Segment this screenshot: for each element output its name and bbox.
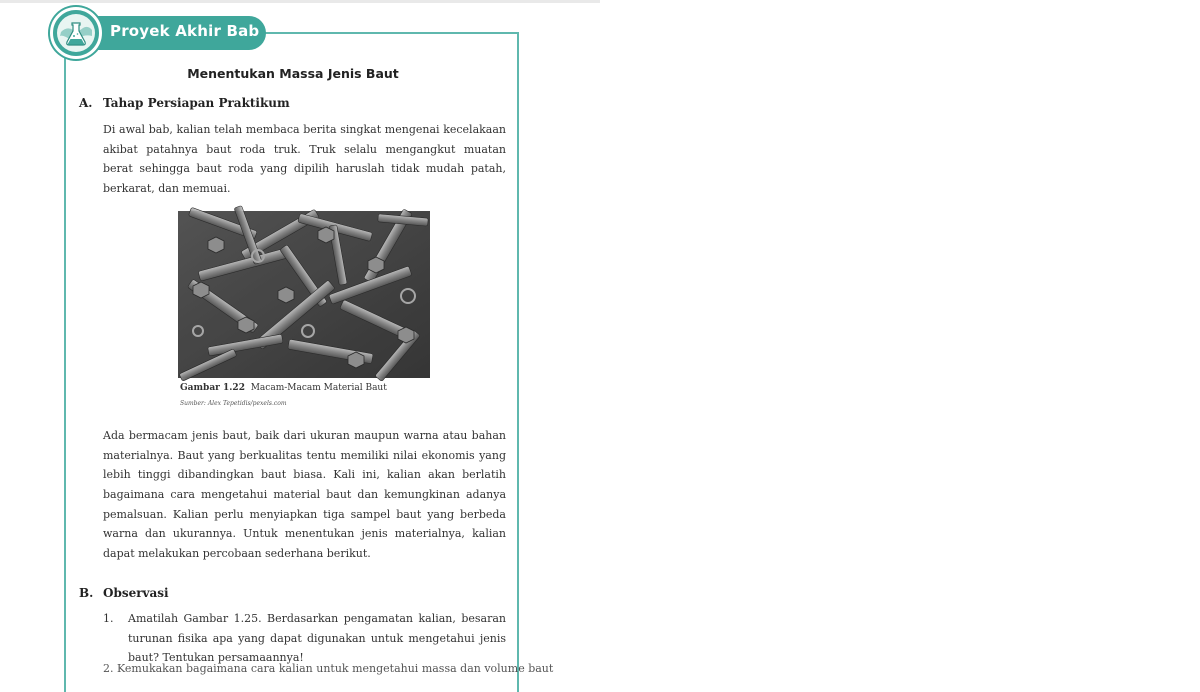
paragraph-line: dapat melakukan percobaan sederhana berikut. <box>103 547 371 561</box>
paragraph-line: Ada bermacam jenis baut, baik dari ukuran maupun warna atau bahan <box>103 429 506 442</box>
list-item-number: 1. <box>103 612 114 625</box>
bolts-photo <box>178 211 430 378</box>
list-item-line: baut? Tentukan persamaannya! <box>128 651 304 665</box>
paragraph-line: berkarat, dan memuai. <box>103 182 231 196</box>
list-item-line: turunan fisika apa yang dapat digunakan untuk mengetahui jenis <box>128 631 506 645</box>
cutoff-next-item <box>103 662 554 675</box>
paragraph-line: materialnya. Baut yang berkualitas tentu memiliki nilai ekonomis yang <box>103 448 506 462</box>
figure-source: Sumber: Alex Tepetidis/pexels.com <box>180 400 287 407</box>
section-a-title: Tahap Persiapan Praktikum <box>103 96 290 110</box>
section-b-letter: B. <box>79 586 94 600</box>
project-title: Menentukan Massa Jenis Baut <box>187 66 399 81</box>
paragraph-line: pemalsuan. Kalian perlu menyiapkan tiga sampel baut yang berbeda <box>103 507 506 521</box>
list-item-line: Amatilah Gambar 1.25. Berdasarkan pengamatan kalian, besaran <box>128 612 506 625</box>
flask-globe-icon <box>57 14 95 52</box>
figure-caption <box>180 383 387 393</box>
figure-caption-text: Macam-Macam Material Baut <box>250 383 387 393</box>
cutoff-line: 2. Kemukakan bagaimana cara kalian untuk mengetahui massa dan volume baut <box>103 662 554 675</box>
section-a-letter: A. <box>79 96 93 110</box>
chapter-project-label: Proyek Akhir Bab <box>110 22 260 40</box>
paragraph-line: lebih tinggi dibandingkan baut biasa. Kali ini, kalian akan berlatih <box>103 468 506 482</box>
figure-label: Gambar 1.22 <box>180 383 245 393</box>
top-divider <box>0 0 600 3</box>
paragraph-line: akibat patahnya baut roda truk. Truk selalu mengangkut muatan <box>103 142 506 156</box>
section-b-title: Observasi <box>103 586 169 600</box>
paragraph-line: bagaimana cara mengetahui material baut dan kemungkinan adanya <box>103 488 506 502</box>
section-a-paragraph-2 <box>103 426 506 564</box>
list-item <box>128 609 506 668</box>
section-a-paragraph-1 <box>103 120 506 199</box>
paragraph-line: berat sehingga baut roda yang dipilih haruslah tidak mudah patah, <box>103 162 506 176</box>
paragraph-line: warna dan ukurannya. Untuk menentukan jenis materialnya, kalian <box>103 527 506 541</box>
paragraph-line: Di awal bab, kalian telah membaca berita singkat mengenai kecelakaan <box>103 123 506 136</box>
